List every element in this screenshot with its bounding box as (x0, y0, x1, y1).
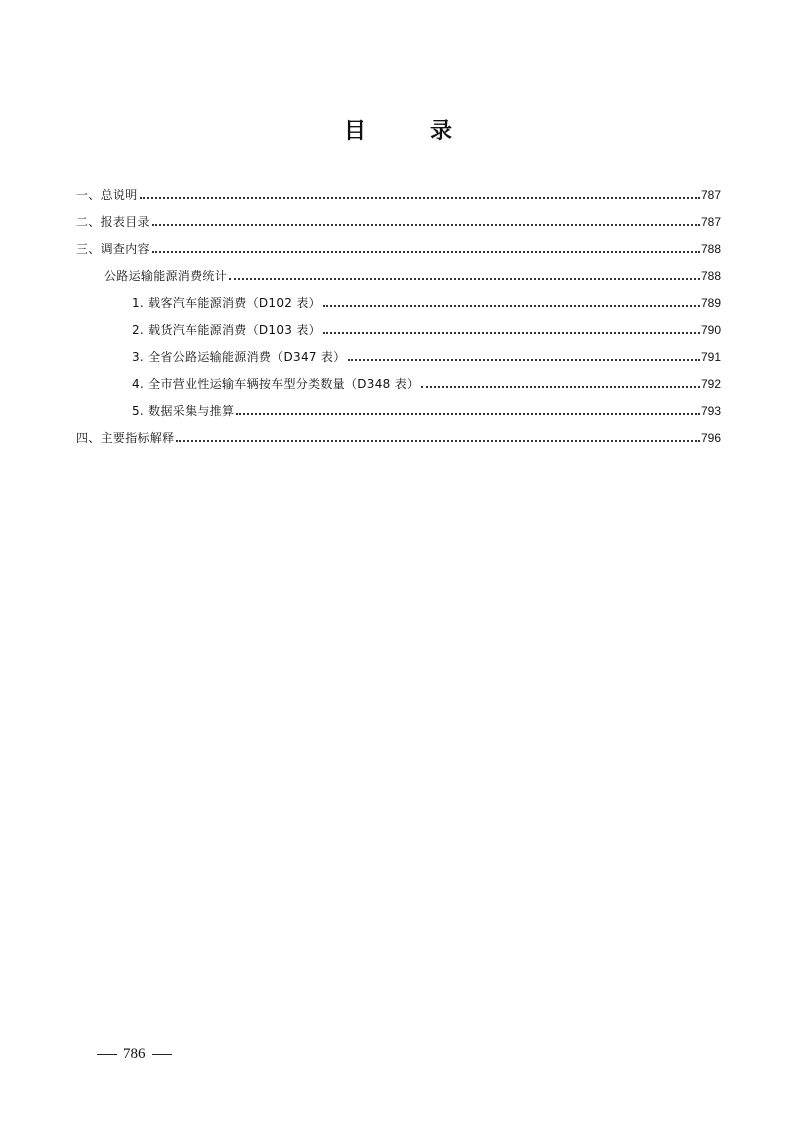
footer-page-number: 786 (123, 1046, 146, 1062)
toc-entry-page-number: 796 (700, 431, 721, 445)
title-char-1: 目 (344, 119, 367, 144)
toc-entry-page-number: 787 (700, 215, 721, 229)
toc-entry-road-energy-statistics[interactable] (76, 257, 721, 284)
toc-entry-page-number: 788 (700, 269, 721, 283)
toc-entry-label: 公路运输能源消费统计 (104, 269, 228, 283)
toc-entry-page-number: 792 (700, 377, 721, 391)
dot-leader (421, 386, 700, 388)
toc-entry-label: 二、报表目录 (76, 215, 150, 229)
toc-entry-label: 一、总说明 (76, 188, 138, 202)
title-char-2: 录 (430, 119, 453, 144)
table-of-contents (76, 176, 721, 446)
toc-entry-page-number: 790 (700, 323, 721, 337)
dot-leader (152, 251, 700, 253)
dot-leader (348, 359, 700, 361)
toc-entry-page-number: 787 (700, 188, 721, 202)
dot-leader (140, 197, 700, 199)
toc-entry-indicator-explanation[interactable] (76, 419, 721, 446)
toc-entry-label: 三、调查内容 (76, 242, 150, 256)
toc-entry-page-number: 789 (700, 296, 721, 310)
toc-entry-label: 2. 载货汽车能源消费（D103 表） (132, 323, 321, 337)
toc-entry-d348[interactable] (76, 365, 721, 392)
dot-leader (236, 413, 700, 415)
toc-entry-label: 4. 全市营业性运输车辆按车型分类数量（D348 表） (132, 377, 420, 391)
toc-entry-data-collection[interactable] (76, 392, 721, 419)
toc-entry-page-number: 793 (700, 404, 721, 418)
dot-leader (152, 224, 700, 226)
toc-entry-label: 3. 全省公路运输能源消费（D347 表） (132, 350, 346, 364)
dot-leader (323, 305, 700, 307)
toc-entry-d347[interactable] (76, 338, 721, 365)
footer-dash-right (152, 1054, 172, 1055)
dot-leader (323, 332, 700, 334)
toc-entry-label: 5. 数据采集与推算 (132, 404, 235, 418)
toc-entry-d102[interactable] (76, 284, 721, 311)
toc-entry-report-catalog[interactable] (76, 203, 721, 230)
toc-entry-page-number: 791 (700, 350, 721, 364)
page-footer (91, 1044, 178, 1064)
page-title (0, 117, 793, 147)
toc-entry-page-number: 788 (700, 242, 721, 256)
toc-entry-survey-content[interactable] (76, 230, 721, 257)
toc-entry-d103[interactable] (76, 311, 721, 338)
toc-entry-label: 四、主要指标解释 (76, 431, 175, 445)
toc-entry-label: 1. 载客汽车能源消费（D102 表） (132, 296, 321, 310)
dot-leader (176, 440, 700, 442)
dot-leader (229, 278, 700, 280)
footer-dash-left (97, 1054, 117, 1055)
toc-entry-general-description[interactable] (76, 176, 721, 203)
